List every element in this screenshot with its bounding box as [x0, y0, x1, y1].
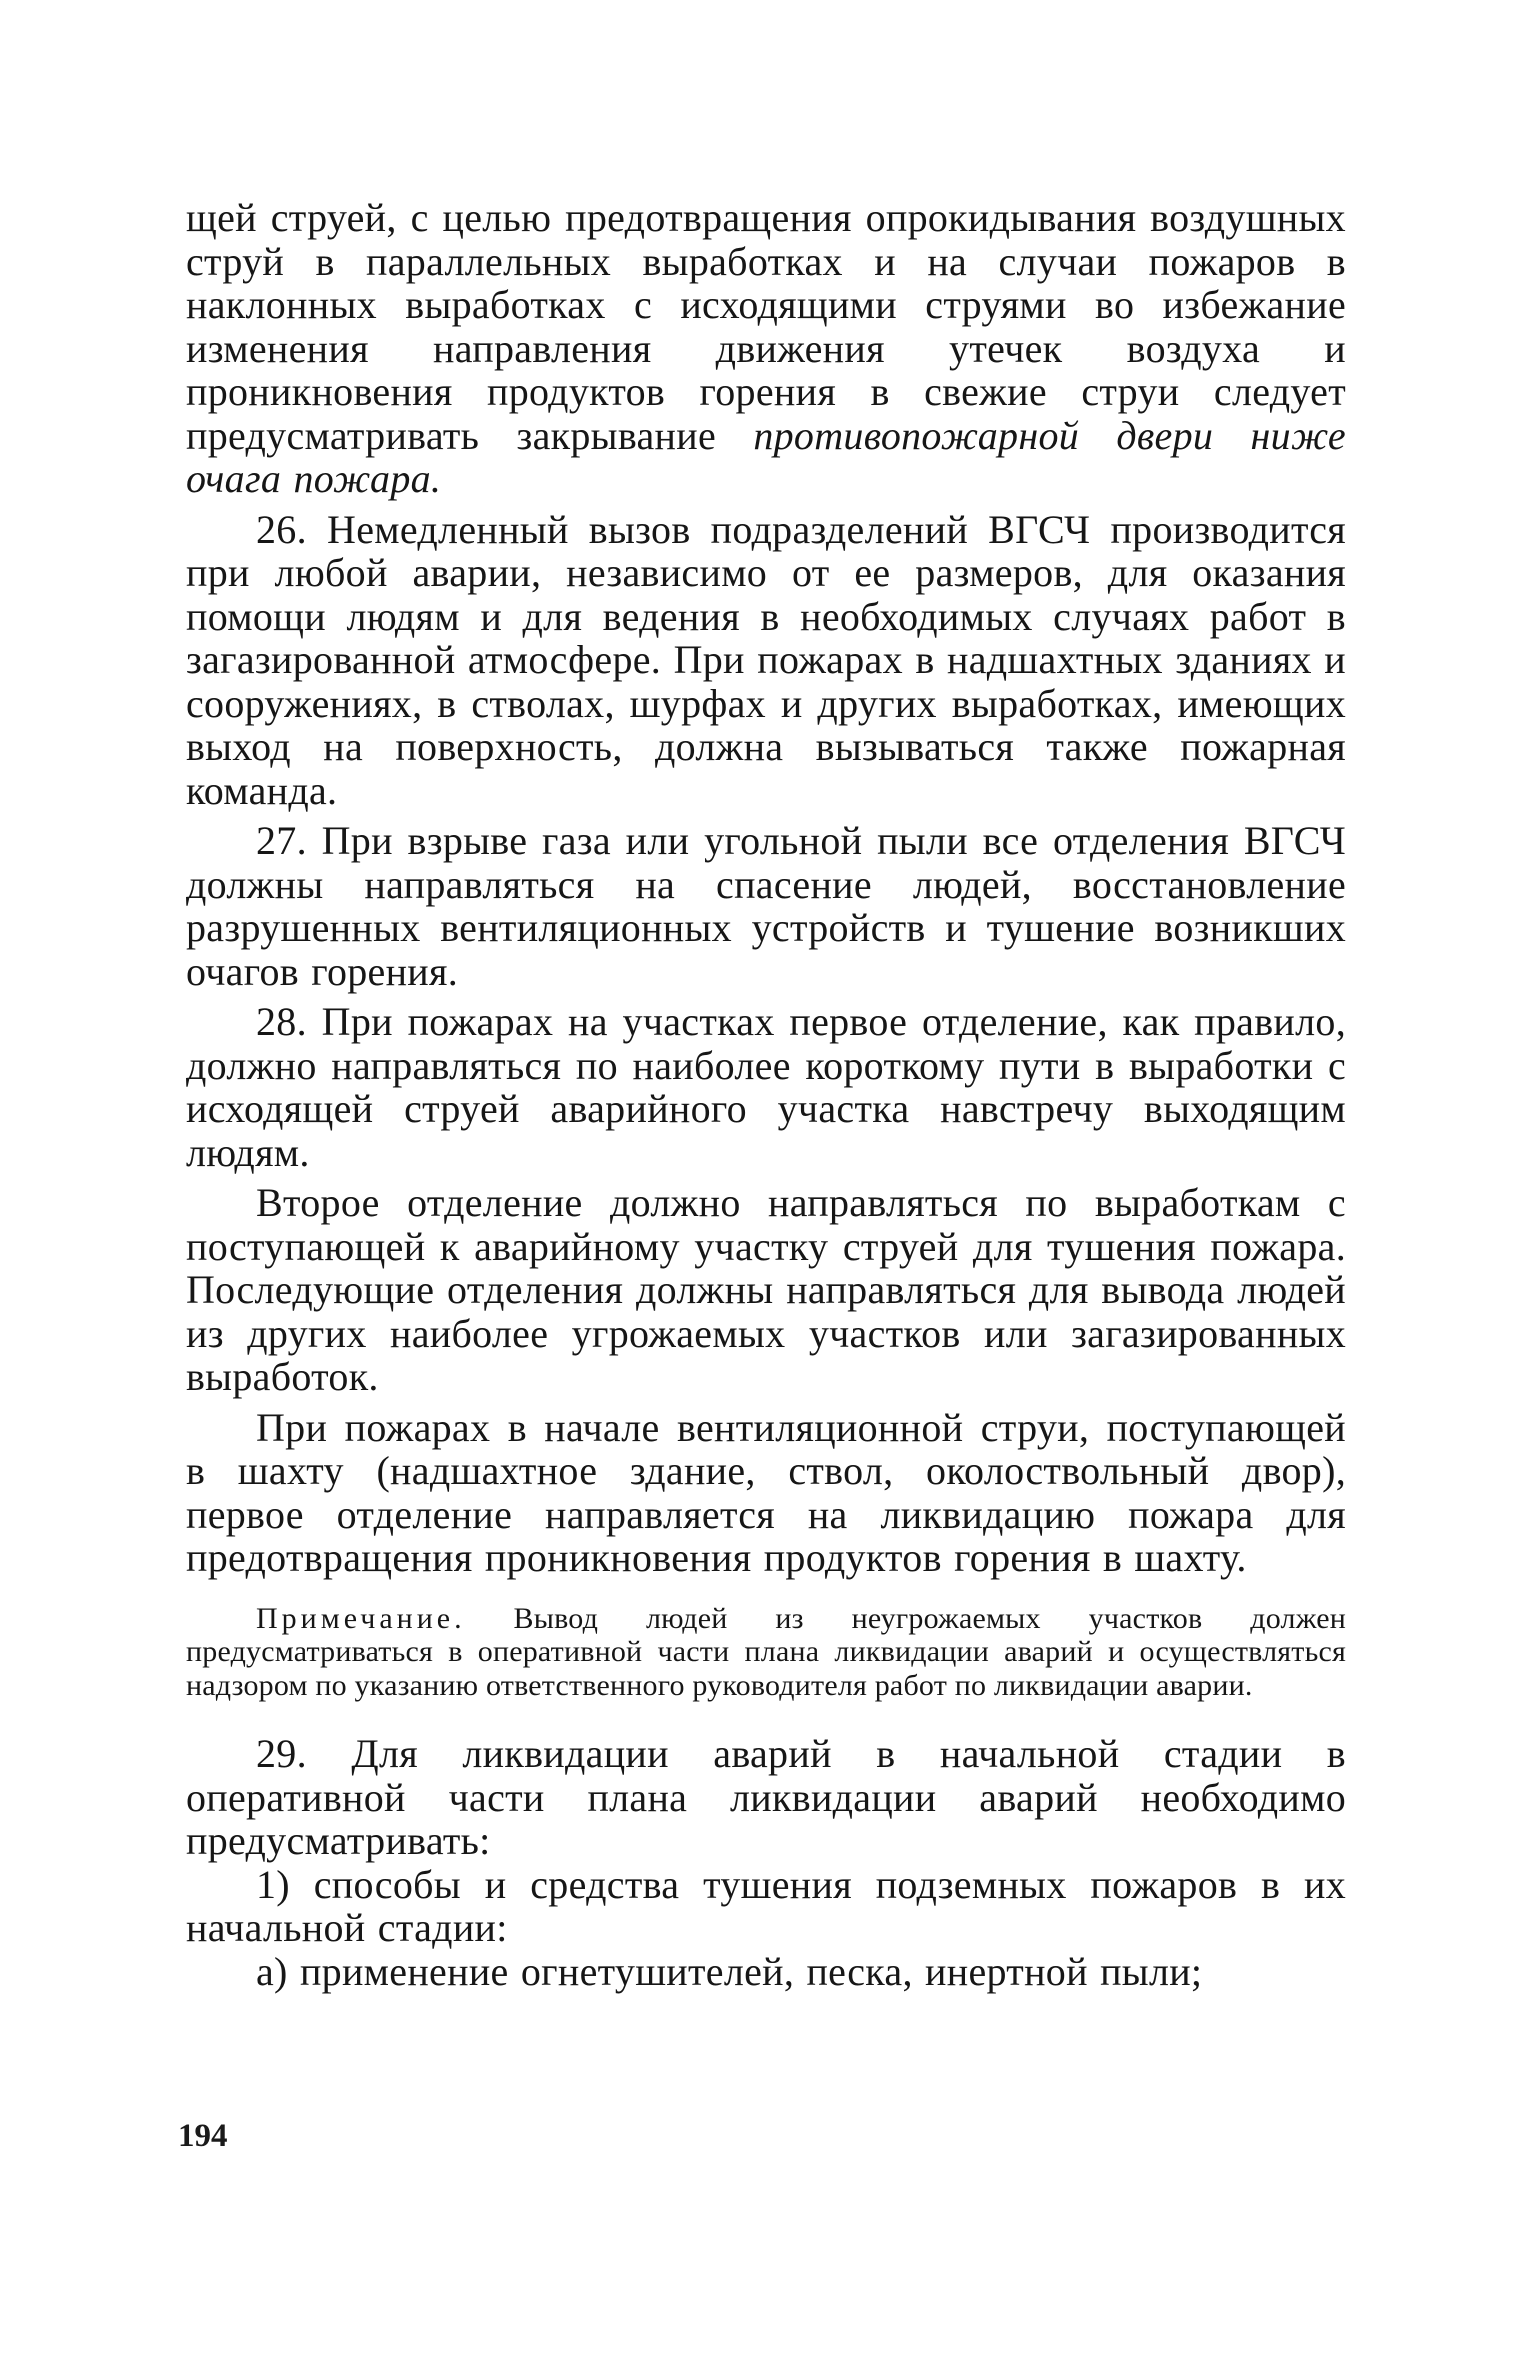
list-item-1: 1) способы и средства тушения подземных пожаров в их начальной стадии:: [186, 1861, 1346, 1950]
paragraph-26: 26. Немедленный вызов подразделений ВГСЧ производится при любой аварии, независимо от ее размеров, для оказания помощи людям и для ведения в необходимых случаях работ в загазированной атмосфере. При пожарах в надшахтных зданиях и сооружениях, в стволах, шурфах и других выработках, имеющих выход на поверхность, должна вызываться также пожарная команда.: [186, 506, 1346, 813]
paragraph-continuation: [186, 196, 1346, 501]
paragraph-28-fire-at-intake: При пожарах в начале вентиляционной струи, поступающей в шахту (надшахтное здание, ствол, околоствольный двор), первое отделение направляется на ликвидацию пожара для предотвращения проникновения продуктов горения в шахту.: [186, 1404, 1346, 1580]
note-text: Вывод людей из неугрожаемых участков должен предусматриваться в оперативной части плана ликвидации аварий и осуществляться надзором по указанию ответственного руководителя работ по ликвидации аварии.: [186, 1601, 1346, 1702]
note-label: Примечание.: [256, 1601, 466, 1635]
paragraph-28: 28. При пожарах на участках первое отделение, как правило, должно направляться по наиболее короткому пути в выработки с исходящей струей аварийного участка навстречу выходящим людям.: [186, 999, 1346, 1175]
paragraph-italic-text: противопожарной двери ниже очага пожара.: [186, 412, 1346, 501]
paragraph-29: 29. Для ликвидации аварий в начальной стадии в оперативной части плана ликвидации аварий необходимо предусматривать:: [186, 1731, 1346, 1863]
paragraph-28-second-division: Второе отделение должно направляться по выработкам с поступающей к аварийному участку струей для тушения пожара. Последующие отделения должны направляться для вывода людей из других наиболее угрожаемых участков или загазированных выработок.: [186, 1180, 1346, 1399]
note-block: [186, 1602, 1346, 1703]
paragraph-27: 27. При взрыве газа или угольной пыли все отделения ВГСЧ должны направляться на спасение людей, восстановление разрушенных вентиляционных устройств и тушение возникших очагов горения.: [186, 818, 1346, 994]
paragraph-text: щей струей, с целью предотвращения опрокидывания воздушных струй в параллельных выработках и на случаи пожаров в наклонных выработках с исходящими струями во избежание изменения направления движения утечек воздуха и проникновения продуктов горения в свежие струи следует предусматривать закрывание: [186, 195, 1346, 458]
document-page: [186, 196, 1346, 1993]
list-item-a: а) применение огнетушителей, песка, инертной пыли;: [256, 1948, 1203, 1994]
page-number: 194: [178, 2118, 228, 2154]
